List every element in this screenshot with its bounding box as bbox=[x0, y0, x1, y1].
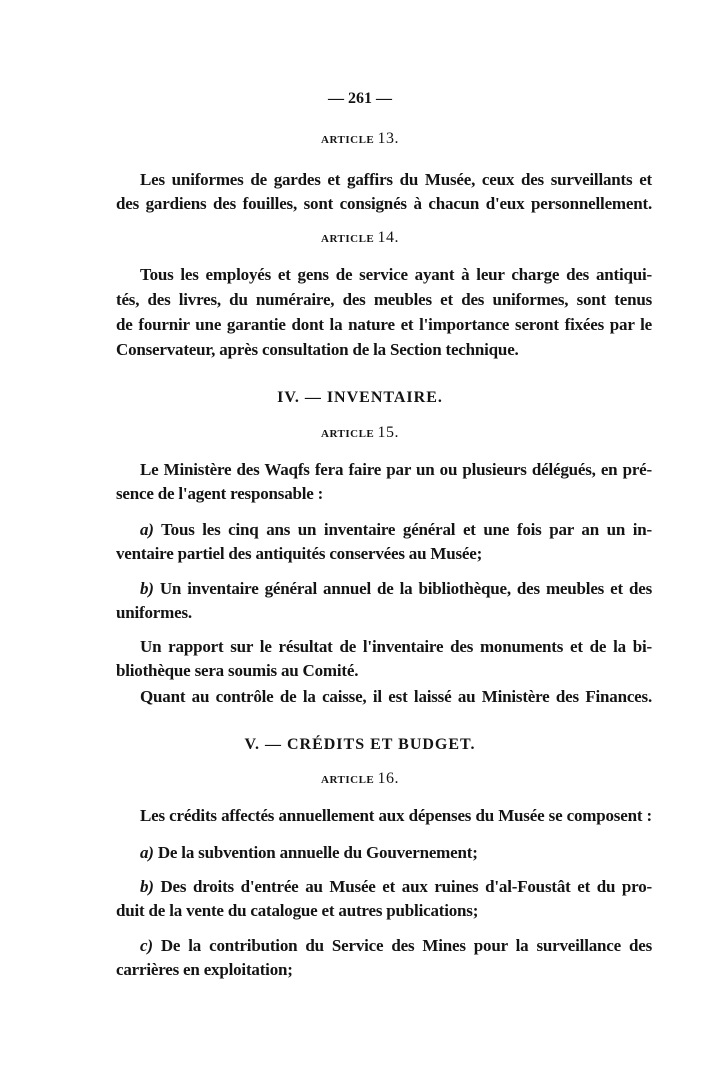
paragraph-line: tés, des livres, du numéraire, des meubles et des uniformes, sont tenus bbox=[116, 290, 652, 309]
page-number: — 261 — bbox=[328, 90, 392, 107]
list-text: Des droits d'entrée au Musée et aux ruines d'al-Foustât et du pro- bbox=[160, 877, 652, 896]
list-item-line: uniformes. bbox=[116, 603, 192, 622]
paragraph-line: bliothèque sera soumis au Comité. bbox=[116, 661, 359, 680]
list-marker: b) bbox=[140, 579, 154, 598]
paragraph-line: Les uniformes de gardes et gaffirs du Musée, ceux des surveillants et bbox=[140, 170, 652, 189]
list-text: De la contribution du Service des Mines pour la surveillance des bbox=[160, 936, 652, 955]
paragraph-line: Un rapport sur le résultat de l'inventaire des monuments et de la bi- bbox=[140, 637, 652, 656]
list-text: Un inventaire général annuel de la bibliothèque, des meubles et des bbox=[159, 579, 652, 598]
list-item-line bbox=[140, 842, 652, 864]
article-13-heading bbox=[0, 130, 720, 148]
list-text: De la subvention annuelle du Gouvernement; bbox=[157, 843, 478, 862]
paragraph-line: Quant au contrôle de la caisse, il est laissé au Ministère des Finances. bbox=[140, 687, 652, 706]
paragraph-line: Conservateur, après consultation de la Section technique. bbox=[116, 340, 519, 359]
list-item-line bbox=[140, 578, 652, 600]
list-item-line bbox=[140, 519, 652, 541]
list-marker: b) bbox=[140, 877, 154, 896]
list-marker: c) bbox=[140, 936, 153, 955]
article-label: ARTICLE bbox=[321, 428, 375, 440]
paragraph-line: Tous les employés et gens de service ayant à leur charge des antiqui- bbox=[140, 265, 652, 284]
paragraph-line: des gardiens des fouilles, sont consignés à chacun d'eux personnellement. bbox=[116, 194, 652, 213]
paragraph-line: sence de l'agent responsable : bbox=[116, 484, 324, 503]
paragraph-line: Le Ministère des Waqfs fera faire par un ou plusieurs délégués, en pré- bbox=[140, 460, 652, 479]
paragraph-line: de fournir une garantie dont la nature et l'importance seront fixées par le bbox=[116, 315, 652, 334]
paragraph-line: Les crédits affectés annuellement aux dépenses du Musée se composent : bbox=[140, 806, 652, 825]
list-item-line: ventaire partiel des antiquités conservées au Musée; bbox=[116, 544, 483, 563]
article-label: ARTICLE bbox=[321, 134, 375, 146]
list-text: Tous les cinq ans un inventaire général et une fois par an un in- bbox=[161, 520, 652, 539]
list-item-line: carrières en exploitation; bbox=[116, 960, 293, 979]
list-item-line: duit de la vente du catalogue et autres publications; bbox=[116, 901, 479, 920]
section-heading-inventaire: IV. — INVENTAIRE. bbox=[277, 389, 443, 406]
article-15-heading bbox=[0, 424, 720, 442]
list-marker: a) bbox=[140, 520, 154, 539]
list-marker: a) bbox=[140, 843, 154, 862]
section-heading-credits: V. — CRÉDITS ET BUDGET. bbox=[244, 736, 476, 753]
article-16-heading bbox=[0, 770, 720, 788]
article-number: 16. bbox=[377, 770, 399, 787]
article-14-heading bbox=[0, 229, 720, 247]
article-number: 14. bbox=[377, 229, 399, 246]
list-item-line bbox=[140, 935, 652, 957]
article-number: 15. bbox=[377, 424, 399, 441]
article-number: 13. bbox=[377, 130, 399, 147]
article-label: ARTICLE bbox=[321, 774, 375, 786]
list-item-line bbox=[140, 876, 652, 898]
article-label: ARTICLE bbox=[321, 233, 375, 245]
